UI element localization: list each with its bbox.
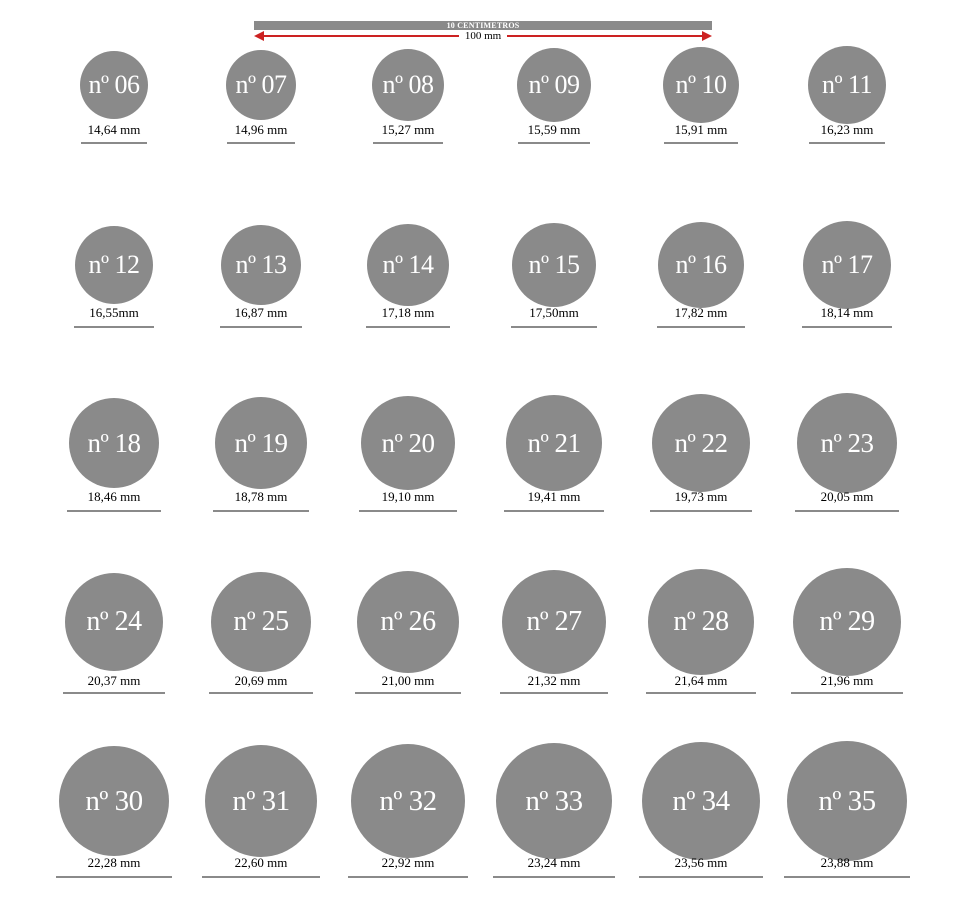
ring-underline [366, 326, 450, 328]
ring-size-circle: nº 21 [506, 395, 602, 491]
ring-diameter-label: 17,50mm [529, 305, 579, 320]
ring-size-circle: nº 18 [69, 398, 159, 488]
ring-size-circle: nº 07 [226, 50, 296, 120]
ring-diameter-label: 15,91 mm [674, 122, 728, 137]
ring-underline [220, 326, 302, 328]
ring-size-circle: nº 11 [808, 46, 886, 124]
ring-diameter-label: 20,69 mm [234, 673, 288, 688]
ring-underline [650, 510, 752, 512]
ring-diameter-label: 18,14 mm [820, 305, 874, 320]
ring-underline [784, 876, 910, 878]
ring-underline [500, 692, 608, 694]
ring-underline [664, 142, 738, 144]
ring-underline [67, 510, 161, 512]
ring-diameter-label: 15,59 mm [527, 122, 581, 137]
ring-underline [81, 142, 147, 144]
ring-underline [202, 876, 320, 878]
ring-diameter-label: 22,60 mm [234, 855, 288, 870]
ring-diameter-label: 14,64 mm [87, 122, 141, 137]
ring-size-circle: nº 14 [367, 224, 449, 306]
ruler-mm-label: 100 mm [459, 30, 507, 42]
ring-underline [348, 876, 468, 878]
ring-underline [504, 510, 604, 512]
ring-diameter-label: 23,88 mm [820, 855, 874, 870]
ring-diameter-label: 23,56 mm [674, 855, 728, 870]
ring-underline [209, 692, 313, 694]
ring-underline [227, 142, 295, 144]
ring-size-circle: nº 08 [372, 49, 444, 121]
ring-size-circle: nº 26 [357, 571, 459, 673]
ring-size-circle: nº 06 [80, 51, 148, 119]
ring-size-circle: nº 35 [787, 741, 907, 861]
ring-size-circle: nº 09 [517, 48, 591, 122]
ring-size-circle: nº 30 [59, 746, 169, 856]
ring-size-circle: nº 17 [803, 221, 891, 309]
ring-underline [639, 876, 763, 878]
ring-underline [646, 692, 756, 694]
ring-diameter-label: 16,55mm [89, 305, 139, 320]
ring-diameter-label: 19,73 mm [674, 489, 728, 504]
ring-underline [511, 326, 597, 328]
ring-diameter-label: 21,96 mm [820, 673, 874, 688]
ring-diameter-label: 21,64 mm [674, 673, 728, 688]
ring-diameter-label: 16,87 mm [234, 305, 288, 320]
ring-underline [518, 142, 590, 144]
ring-size-circle: nº 24 [65, 573, 163, 671]
ring-diameter-label: 17,18 mm [381, 305, 435, 320]
ring-diameter-label: 19,41 mm [527, 489, 581, 504]
ring-diameter-label: 18,46 mm [87, 489, 141, 504]
ring-diameter-label: 20,05 mm [820, 489, 874, 504]
ring-underline [74, 326, 154, 328]
ring-underline [791, 692, 903, 694]
ring-underline [809, 142, 885, 144]
ring-underline [795, 510, 899, 512]
ring-size-circle: nº 31 [205, 745, 317, 857]
ring-size-circle: nº 29 [793, 568, 901, 676]
ring-size-circle: nº 22 [652, 394, 750, 492]
ring-size-circle: nº 25 [211, 572, 311, 672]
ring-underline [493, 876, 615, 878]
ring-size-circle: nº 20 [361, 396, 455, 490]
ring-diameter-label: 22,28 mm [87, 855, 141, 870]
ring-size-circle: nº 34 [642, 742, 760, 860]
ring-underline [56, 876, 172, 878]
ring-diameter-label: 17,82 mm [674, 305, 728, 320]
ring-size-circle: nº 27 [502, 570, 606, 674]
ring-diameter-label: 14,96 mm [234, 122, 288, 137]
ring-size-circle: nº 10 [663, 47, 739, 123]
ring-underline [213, 510, 309, 512]
ruler-bar-label: 10 CENTIMETROS [254, 21, 712, 30]
ring-diameter-label: 19,10 mm [381, 489, 435, 504]
ring-diameter-label: 21,32 mm [527, 673, 581, 688]
ring-diameter-label: 20,37 mm [87, 673, 141, 688]
ring-size-circle: nº 28 [648, 569, 754, 675]
ring-diameter-label: 18,78 mm [234, 489, 288, 504]
ring-size-circle: nº 16 [658, 222, 744, 308]
ring-size-circle: nº 15 [512, 223, 596, 307]
ring-size-circle: nº 19 [215, 397, 307, 489]
ring-underline [359, 510, 457, 512]
ring-underline [373, 142, 443, 144]
ring-diameter-label: 21,00 mm [381, 673, 435, 688]
ring-size-circle: nº 33 [496, 743, 612, 859]
ring-size-circle: nº 12 [75, 226, 153, 304]
ring-underline [63, 692, 165, 694]
ring-diameter-label: 15,27 mm [381, 122, 435, 137]
ring-size-circle: nº 13 [221, 225, 301, 305]
ring-underline [657, 326, 745, 328]
ring-size-circle: nº 23 [797, 393, 897, 493]
ring-diameter-label: 23,24 mm [527, 855, 581, 870]
ring-diameter-label: 22,92 mm [381, 855, 435, 870]
ring-size-circle: nº 32 [351, 744, 465, 858]
ring-underline [355, 692, 461, 694]
ring-diameter-label: 16,23 mm [820, 122, 874, 137]
ring-underline [802, 326, 892, 328]
